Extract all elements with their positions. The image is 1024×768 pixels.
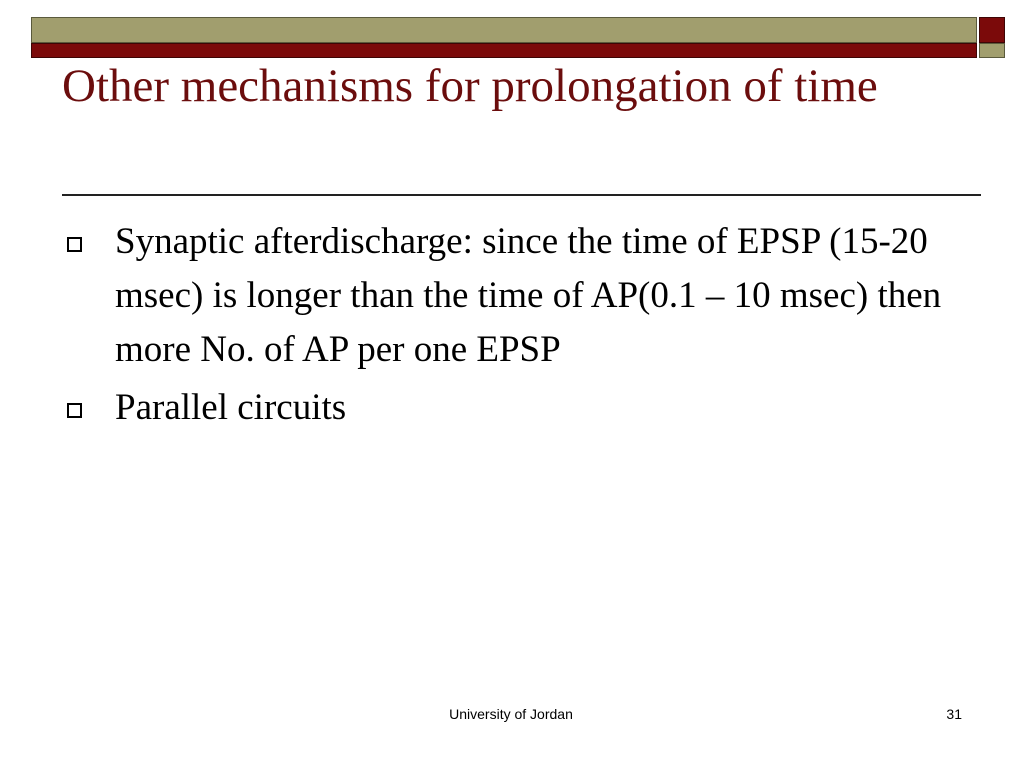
title-divider [62, 194, 981, 196]
bullet-item [64, 381, 964, 435]
slide-title: Other mechanisms for prolongation of time [62, 60, 878, 112]
bullet-list [64, 215, 964, 439]
hollow-square-bullet-icon [67, 403, 82, 418]
bullet-item [64, 215, 964, 377]
hollow-square-bullet-icon [67, 237, 82, 252]
header-bar-olive [31, 17, 977, 43]
page-number: 31 [946, 706, 962, 722]
bullet-text: Parallel circuits [115, 387, 347, 428]
header-square-red [979, 17, 1005, 43]
bullet-text: Synaptic afterdischarge: since the time of EPSP (15-20 msec) is longer than the time of AP(0.1 – 10 msec) then more No. of AP per one EPSP [115, 221, 942, 370]
footer-institution: University of Jordan [449, 706, 573, 722]
header-square-olive [979, 43, 1005, 58]
